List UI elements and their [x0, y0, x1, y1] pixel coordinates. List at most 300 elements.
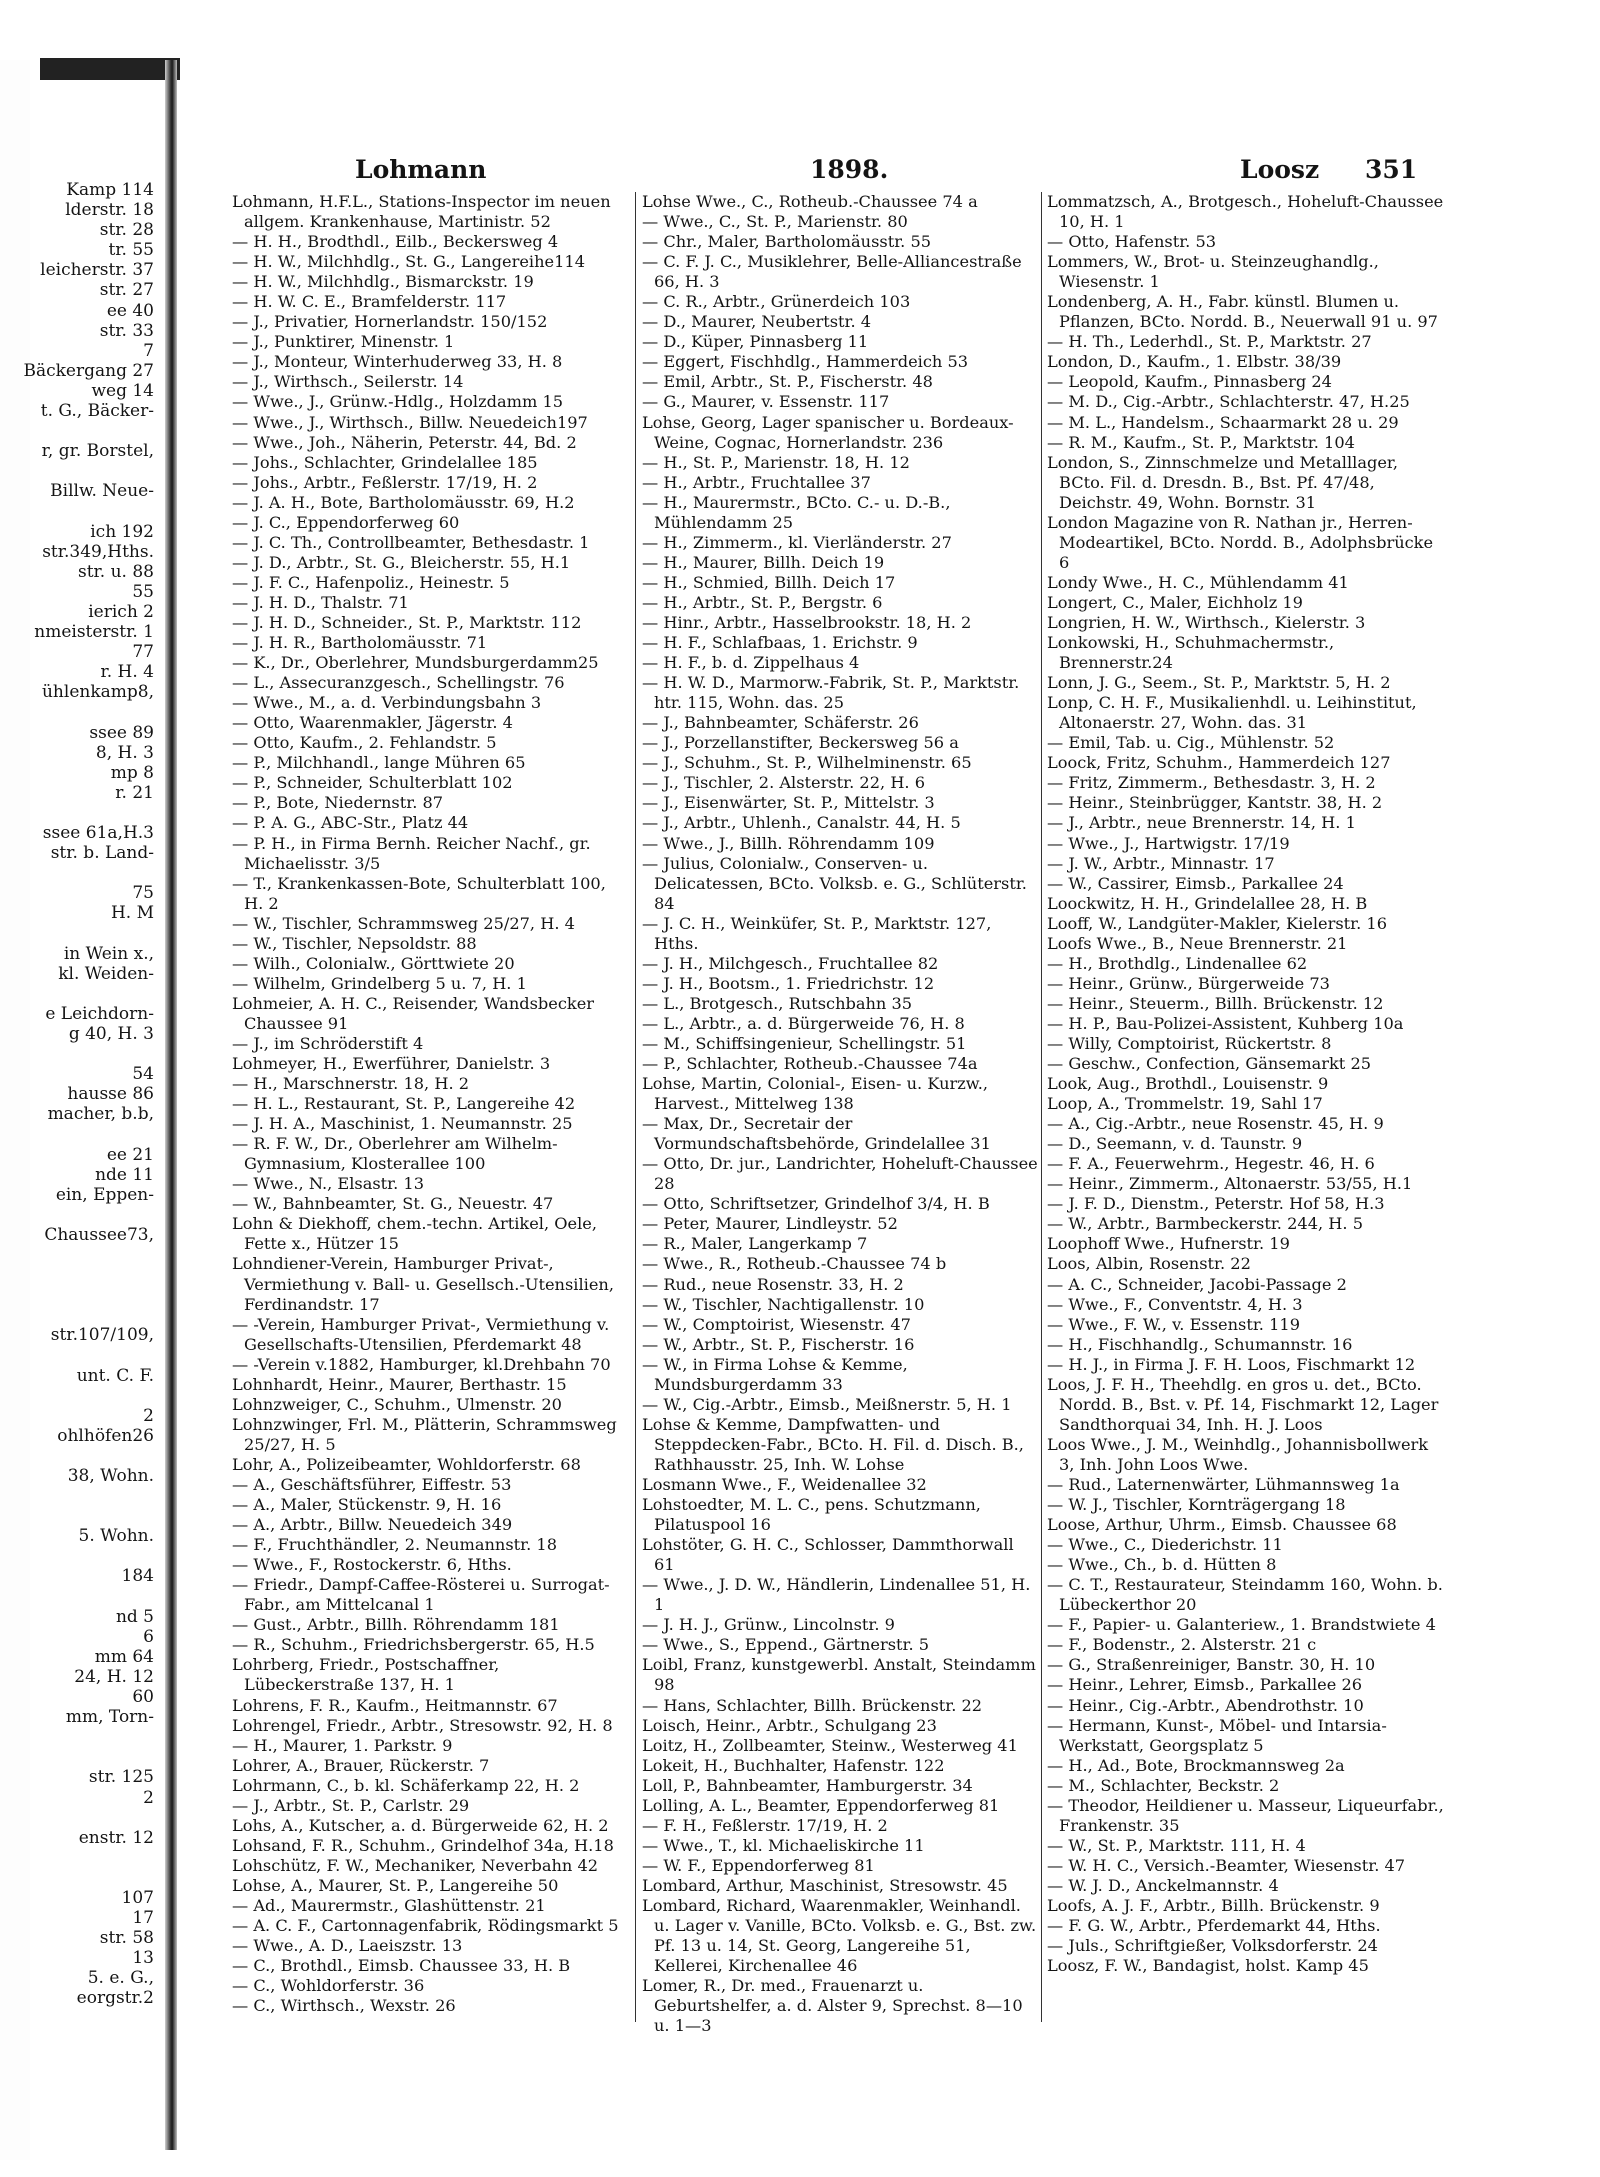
directory-entry: — P., Schneider, Schulterblatt 102 [232, 773, 513, 793]
fragment-line: tr. 55 [108, 240, 154, 261]
fragment-line: 17 [132, 1908, 154, 1929]
directory-entry: — Otto, Schriftsetzer, Grindelhof 3/4, H. B [642, 1194, 990, 1214]
fragment-line [0, 1446, 160, 1466]
directory-entry: Lohse, Martin, Colonial-, Eisen- u. Kurzw., Harvest., Mittelweg 138 [642, 1074, 988, 1114]
directory-entry: — Wwe., C., Diederichstr. 11 [1047, 1535, 1283, 1555]
directory-entry: — K., Dr., Oberlehrer, Mundsburgerdamm25 [232, 653, 599, 673]
header-year: 1898. [810, 155, 889, 184]
directory-entry: — Johs., Arbtr., Feßlerstr. 17/19, H. 2 [232, 472, 538, 492]
fragment-line: 6 [143, 1626, 154, 1647]
directory-entry: — W., Tischler, Nachtigallenstr. 10 [642, 1294, 925, 1314]
column-rule-2 [1041, 192, 1042, 2022]
directory-column-3 [1047, 192, 1447, 1976]
directory-entry: Lohrens, F. R., Kaufm., Heitmannstr. 67 [232, 1695, 558, 1715]
fragment-line [0, 1044, 160, 1064]
fragment-line: ssee 89 [89, 722, 154, 743]
directory-entry: — Wwe., J. D. W., Händlerin, Lindenallee 51, H. 1 [642, 1575, 1031, 1615]
directory-entry: — J. H., Bootsm., 1. Friedrichstr. 12 [642, 973, 935, 993]
fragment-line: in Wein x., [63, 943, 154, 964]
directory-column-1 [232, 192, 624, 2016]
fragment-line: 24, H. 12 [74, 1666, 154, 1687]
directory-entry: — P. H., in Firma Bernh. Reicher Nachf., gr. Michaelisstr. 3/5 [232, 833, 591, 873]
fragment-line: str. b. Land- [50, 843, 154, 864]
directory-entry: — H. W., Milchhdlg., St. G., Langereihe114 [232, 252, 586, 272]
directory-entry: — Fritz, Zimmerm., Bethesdastr. 3, H. 2 [1047, 773, 1376, 793]
directory-entry: — H., Maurermstr., BCto. C.- u. D.-B., Mühlendamm 25 [642, 492, 951, 532]
directory-entry: Loockwitz, H. H., Grindelallee 28, H. B [1047, 893, 1368, 913]
fragment-line: ich 192 [90, 521, 154, 542]
directory-entry: — H. W., Milchhdlg., Bismarckstr. 19 [232, 272, 534, 292]
directory-entry: — J., Wirthsch., Seilerstr. 14 [232, 372, 464, 392]
directory-entry: — P., Bote, Niedernstr. 87 [232, 793, 444, 813]
directory-entry: — J., Arbtr., St. P., Carlstr. 29 [232, 1795, 470, 1815]
directory-entry: — P., Schlachter, Rotheub.-Chaussee 74a [642, 1054, 978, 1074]
directory-entry: — L., Assecuranzgesch., Schellingstr. 76 [232, 673, 565, 693]
directory-entry: — Wwe., J., Billh. Röhrendamm 109 [642, 833, 935, 853]
directory-entry: — Max, Dr., Secretair der Vormundschaftsbehörde, Grindelallee 31 [642, 1114, 991, 1154]
directory-entry: Lohrer, A., Brauer, Rückerstr. 7 [232, 1755, 490, 1775]
directory-entry: — F. A., Feuerwehrm., Hegestr. 46, H. 6 [1047, 1154, 1375, 1174]
fragment-line: str. u. 88 [77, 561, 154, 582]
directory-entry: — J., im Schröderstift 4 [232, 1033, 424, 1053]
fragment-line [0, 1848, 160, 1868]
directory-entry: London, D., Kaufm., 1. Elbstr. 38/39 [1047, 352, 1342, 372]
directory-entry: — G., Maurer, v. Essenstr. 117 [642, 392, 890, 412]
directory-entry: — Wwe., C., St. P., Marienstr. 80 [642, 212, 908, 232]
directory-entry: — -Verein v.1882, Hamburger, kl.Drehbahn 70 [232, 1354, 611, 1374]
directory-entry: — Wilhelm, Grindelberg 5 u. 7, H. 1 [232, 973, 527, 993]
directory-entry: — Wwe., T., kl. Michaeliskirche 11 [642, 1835, 925, 1855]
directory-entry: — J. A. H., Bote, Bartholomäusstr. 69, H.2 [232, 492, 575, 512]
fragment-line: 55 [132, 581, 154, 602]
fragment-line: 2 [143, 1787, 154, 1808]
directory-entry: Lombard, Arthur, Maschinist, Stresowstr. 45 [642, 1875, 1008, 1895]
fragment-line [0, 923, 160, 943]
fragment-line: nde 11 [95, 1164, 154, 1185]
directory-entry: — H., St. P., Marienstr. 18, H. 12 [642, 452, 910, 472]
directory-entry: Loll, P., Bahnbeamter, Hamburgerstr. 34 [642, 1775, 973, 1795]
directory-entry: — W., Tischler, Nepsoldstr. 88 [232, 933, 477, 953]
directory-entry: Lonp, C. H. F., Musikalienhdl. u. Leihinstitut, Altonaerstr. 27, Wohn. das. 31 [1047, 693, 1417, 733]
directory-entry: — Wwe., J., Wirthsch., Billw. Neuedeich197 [232, 412, 588, 432]
directory-entry: Lommers, W., Brot- u. Steinzeughandlg., Wiesenstr. 1 [1047, 252, 1379, 292]
directory-entry: Lohn & Diekhoff, chem.-techn. Artikel, Oele, Fette x., Hützer 15 [232, 1214, 598, 1254]
directory-entry: Loop, A., Trommelstr. 19, Sahl 17 [1047, 1094, 1323, 1114]
directory-entry: — D., Küper, Pinnasberg 11 [642, 332, 869, 352]
directory-entry: — H. H., Brodthdl., Eilb., Beckersweg 4 [232, 232, 559, 252]
directory-entry: — Heinr., Lehrer, Eimsb., Parkallee 26 [1047, 1675, 1363, 1695]
directory-entry: — H. J., in Firma J. F. H. Loos, Fischmarkt 12 [1047, 1354, 1416, 1374]
directory-entry: — J., Tischler, 2. Alsterstr. 22, H. 6 [642, 773, 926, 793]
page-number: 351 [1365, 155, 1418, 184]
directory-entry: — J. C. H., Weinküfer, St. P., Marktstr. 127, Hths. [642, 913, 992, 953]
fragment-line [0, 502, 160, 522]
directory-entry: — Otto, Waarenmakler, Jägerstr. 4 [232, 713, 513, 733]
directory-entry: — J. H. D., Thalstr. 71 [232, 592, 409, 612]
directory-entry: — H. P., Bau-Polizei-Assistent, Kuhberg 10a [1047, 1013, 1404, 1033]
directory-entry: — H. L., Restaurant, St. P., Langereihe 42 [232, 1094, 576, 1114]
directory-entry: Lohse, A., Maurer, St. P., Langereihe 50 [232, 1875, 559, 1895]
directory-entry: Losmann Wwe., F., Weidenallee 32 [642, 1475, 927, 1494]
fragment-line: g 40, H. 3 [68, 1023, 154, 1044]
directory-entry: — H., Zimmerm., kl. Vierländerstr. 27 [642, 532, 952, 552]
directory-entry: — Otto, Dr. jur., Landrichter, Hoheluft-Chaussee 28 [642, 1154, 1038, 1194]
directory-entry: — W., St. P., Marktstr. 111, H. 4 [1047, 1835, 1306, 1855]
directory-entry: Lohs, A., Kutscher, a. d. Bürgerweide 62, H. 2 [232, 1815, 609, 1835]
directory-entry: London Magazine von R. Nathan jr., Herren-Modeartikel, BCto. Nordd. B., Adolphsbrücke 6 [1047, 512, 1434, 572]
directory-entry: — Emil, Tab. u. Cig., Mühlenstr. 52 [1047, 733, 1335, 753]
fragment-line [0, 1285, 160, 1305]
fragment-line: nd 5 [115, 1606, 154, 1627]
previous-page-fragment [0, 180, 160, 2009]
directory-entry: Loosz, F. W., Bandagist, holst. Kamp 45 [1047, 1956, 1369, 1976]
fragment-line: ierich 2 [88, 601, 154, 622]
fragment-line: ee 40 [106, 300, 154, 321]
directory-entry: Loose, Arthur, Uhrm., Eimsb. Chaussee 68 [1047, 1515, 1397, 1535]
directory-entry: — C. T., Restaurateur, Steindamm 160, Wohn. b. Lübeckerthor 20 [1047, 1575, 1443, 1615]
directory-entry: Lohr, A., Polizeibeamter, Wohldorferstr. 68 [232, 1454, 581, 1474]
directory-entry: Londy Wwe., H. C., Mühlendamm 41 [1047, 572, 1349, 592]
fragment-line: str. 33 [99, 320, 154, 341]
directory-entry: Lohmann, H.F.L., Stations-Inspector im neuen allgem. Krankenhause, Martinistr. 52 [232, 192, 611, 232]
fragment-line [0, 803, 160, 823]
fragment-line [0, 421, 160, 441]
fragment-line [0, 1265, 160, 1285]
directory-entry: — W., Tischler, Schrammsweg 25/27, H. 4 [232, 913, 575, 933]
directory-entry: — R., Maler, Langerkamp 7 [642, 1234, 868, 1254]
directory-entry: — Juls., Schriftgießer, Volksdorferstr. 24 [1047, 1936, 1378, 1956]
directory-entry: — J. F. C., Hafenpoliz., Heinestr. 5 [232, 572, 510, 592]
directory-column-2 [642, 192, 1038, 2036]
directory-entry: Lohnhardt, Heinr., Maurer, Berthastr. 15 [232, 1374, 567, 1394]
directory-entry: — Wwe., F., Conventstr. 4, H. 3 [1047, 1294, 1303, 1314]
directory-entry: Loofs Wwe., B., Neue Brennerstr. 21 [1047, 933, 1348, 953]
fragment-line: str. 28 [99, 220, 154, 241]
directory-entry: — D., Maurer, Neubertstr. 4 [642, 312, 872, 332]
directory-entry: — J., Schuhm., St. P., Wilhelminenstr. 65 [642, 753, 972, 773]
fragment-line [0, 984, 160, 1004]
directory-entry: — R., Schuhm., Friedrichsbergerstr. 65, H.5 [232, 1635, 595, 1655]
directory-entry: — W., Cig.-Arbtr., Eimsb., Meißnerstr. 5, H. 1 [642, 1394, 1012, 1414]
directory-entry: — Theodor, Heildiener u. Masseur, Liqueurfabr., Frankenstr. 35 [1047, 1795, 1444, 1835]
directory-entry: — H. Th., Lederhdl., St. P., Marktstr. 27 [1047, 332, 1372, 352]
directory-entry: Lokeit, H., Buchhalter, Hafenstr. 122 [642, 1755, 945, 1775]
directory-entry: — Rud., Laternenwärter, Lühmannsweg 1a [1047, 1475, 1400, 1494]
directory-entry: — C. R., Arbtr., Grünerdeich 103 [642, 292, 911, 312]
directory-entry: Look, Aug., Brothdl., Louisenstr. 9 [1047, 1074, 1329, 1094]
directory-entry: — C. F. J. C., Musiklehrer, Belle-Alliancestraße 66, H. 3 [642, 252, 1022, 292]
fragment-line: mp 8 [110, 762, 154, 783]
directory-entry: — W., Cassirer, Eimsb., Parkallee 24 [1047, 873, 1344, 893]
directory-entry: — J. C. Th., Controllbeamter, Bethesdastr. 1 [232, 532, 590, 552]
directory-entry: — H. F., b. d. Zippelhaus 4 [642, 653, 860, 673]
fragment-line: r, gr. Borstel, [41, 441, 154, 462]
directory-entry: — Heinr., Zimmerm., Altonaerstr. 53/55, H.1 [1047, 1174, 1413, 1194]
fragment-line: ssee 61a,H.3 [42, 823, 154, 843]
fragment-line: nmeisterstr. 1 [34, 622, 154, 643]
directory-entry: Lohrmann, C., b. kl. Schäferkamp 22, H. 2 [232, 1775, 580, 1795]
directory-entry: — Willy, Comptoirist, Rückertstr. 8 [1047, 1033, 1332, 1053]
fragment-line: eorgstr.2 [76, 1988, 154, 2009]
header-right-catchword: Loosz [1240, 155, 1320, 184]
directory-entry: Loos, Albin, Rosenstr. 22 [1047, 1254, 1251, 1274]
directory-entry: — J. H. A., Maschinist, 1. Neumannstr. 25 [232, 1114, 573, 1134]
directory-entry: Lohmeier, A. H. C., Reisender, Wandsbecker Chaussee 91 [232, 993, 595, 1033]
directory-entry: — M. L., Handelsm., Schaarmarkt 28 u. 29 [1047, 412, 1399, 432]
binding-shadow-top [40, 58, 180, 80]
fragment-line: e Leichdorn- [45, 1003, 154, 1024]
directory-entry: — H., Maurer, 1. Parkstr. 9 [232, 1735, 453, 1755]
directory-entry: — J., Bahnbeamter, Schäferstr. 26 [642, 713, 919, 733]
directory-entry: Looff, W., Landgüter-Makler, Kielerstr. 16 [1047, 913, 1388, 933]
directory-entry: — W. H. C., Versich.-Beamter, Wiesenstr. 47 [1047, 1855, 1406, 1875]
directory-entry: — A. C. F., Cartonnagenfabrik, Rödingsmarkt 5 [232, 1916, 619, 1936]
header-left-catchword: Lohmann [355, 155, 487, 184]
fragment-line: 107 [121, 1887, 154, 1908]
directory-entry: Lohse & Kemme, Dampfwatten- und Steppdecken-Fabr., BCto. H. Fil. d. Disch. B., Rathhausstr. 25, Inh. W. Lohse [642, 1414, 1024, 1474]
directory-entry: — D., Seemann, v. d. Taunstr. 9 [1047, 1134, 1303, 1154]
directory-entry: — Wwe., M., a. d. Verbindungsbahn 3 [232, 693, 542, 713]
directory-entry: — Wilh., Colonialw., Görttwiete 20 [232, 953, 515, 973]
directory-entry: — A., Maler, Stückenstr. 9, H. 16 [232, 1495, 502, 1515]
directory-entry: — Wwe., J., Hartwigstr. 17/19 [1047, 833, 1290, 853]
directory-entry: — Hinr., Arbtr., Hasselbrookstr. 18, H. 2 [642, 612, 972, 632]
directory-entry: — J., Arbtr., neue Brennerstr. 14, H. 1 [1047, 813, 1356, 833]
fragment-line [0, 461, 160, 481]
fragment-line: Bäckergang 27 [23, 360, 154, 381]
directory-entry: — Rud., neue Rosenstr. 33, H. 2 [642, 1274, 904, 1294]
directory-entry: Longert, C., Maler, Eichholz 19 [1047, 592, 1303, 612]
directory-entry: — Hans, Schlachter, Billh. Brückenstr. 22 [642, 1695, 983, 1715]
directory-entry: — W., in Firma Lohse & Kemme, Mundsburgerdamm 33 [642, 1354, 908, 1394]
directory-entry: — W. F., Eppendorferweg 81 [642, 1855, 875, 1875]
directory-entry: — R. M., Kaufm., St. P., Marktstr. 104 [1047, 432, 1355, 452]
directory-entry: — A. C., Schneider, Jacobi-Passage 2 [1047, 1274, 1347, 1294]
directory-entry: — Julius, Colonialw., Conserven- u. Delicatessen, BCto. Volksb. e. G., Schlüterstr. 84 [642, 853, 1027, 913]
directory-entry: Loibl, Franz, kunstgewerbl. Anstalt, Steindamm 98 [642, 1655, 1036, 1695]
page-gutter-shadow [165, 60, 177, 2150]
directory-entry: — P., Milchhandl., lange Mühren 65 [232, 753, 526, 773]
fragment-line: unt. C. F. [76, 1365, 154, 1386]
directory-entry: — Wwe., J., Grünw.-Hdlg., Holzdamm 15 [232, 392, 564, 412]
directory-entry: — -Verein, Hamburger Privat-, Vermiethung v. Gesellschafts-Utensilien, Pferdemarkt 48 [232, 1314, 610, 1354]
directory-entry: — Johs., Schlachter, Grindelallee 185 [232, 452, 538, 472]
directory-entry: — P. A. G., ABC-Str., Platz 44 [232, 813, 469, 833]
directory-entry: — F., Fruchthändler, 2. Neumannstr. 18 [232, 1535, 558, 1555]
directory-entry: — F. H., Feßlerstr. 17/19, H. 2 [642, 1815, 888, 1835]
directory-entry: — Otto, Hafenstr. 53 [1047, 232, 1217, 252]
directory-entry: — W., Arbtr., St. P., Fischerstr. 16 [642, 1334, 915, 1354]
fragment-line: r. H. 4 [100, 662, 154, 683]
directory-entry: — W., Comptoirist, Wiesenstr. 47 [642, 1314, 911, 1334]
directory-entry: — H., Maurer, Billh. Deich 19 [642, 552, 885, 572]
fragment-line: str. 27 [99, 280, 154, 301]
fragment-line [0, 1868, 160, 1888]
directory-entry: Lohndiener-Verein, Hamburger Privat-, Vermiethung v. Ball- u. Gesellsch.-Utensilien, Ferdinandstr. 17 [232, 1254, 614, 1314]
directory-entry: — Ad., Maurermstr., Glashüttenstr. 21 [232, 1895, 546, 1915]
directory-entry: — R. F. W., Dr., Oberlehrer am Wilhelm-Gymnasium, Klosterallee 100 [232, 1134, 558, 1174]
fragment-line [0, 1727, 160, 1747]
fragment-line [0, 1345, 160, 1365]
fragment-line: 2 [143, 1405, 154, 1426]
directory-entry: — Gust., Arbtr., Billh. Röhrendamm 181 [232, 1615, 560, 1635]
directory-entry: — T., Krankenkassen-Bote, Schulterblatt 100, H. 2 [232, 873, 606, 913]
fragment-line: macher, b.b, [47, 1104, 154, 1125]
fragment-line: str. 125 [88, 1767, 154, 1788]
directory-entry: — W. J., Tischler, Kornträgergang 18 [1047, 1495, 1346, 1515]
fragment-line: enstr. 12 [78, 1827, 154, 1848]
directory-entry: — Leopold, Kaufm., Pinnasberg 24 [1047, 372, 1332, 392]
directory-entry: — Chr., Maler, Bartholomäusstr. 55 [642, 232, 932, 252]
fragment-line [0, 1486, 160, 1506]
directory-entry: — J., Monteur, Winterhuderweg 33, H. 8 [232, 352, 563, 372]
directory-entry: London, S., Zinnschmelze und Metalllager, BCto. Fil. d. Dresdn. B., Bst. Pf. 47/48, Deichstr. 49, Wohn. Bornstr. 31 [1047, 452, 1399, 512]
fragment-line [0, 1124, 160, 1144]
fragment-line: 75 [132, 883, 154, 904]
fragment-line: weg 14 [91, 380, 154, 401]
directory-entry: — H. W. D., Marmorw.-Fabrik, St. P., Marktstr. htr. 115, Wohn. das. 25 [642, 673, 1020, 713]
directory-entry: — Peter, Maurer, Lindleystr. 52 [642, 1214, 898, 1234]
fragment-line [0, 863, 160, 883]
fragment-line: Kamp 114 [66, 180, 154, 200]
directory-entry: — H. W. C. E., Bramfelderstr. 117 [232, 292, 507, 312]
directory-entry: Loophoff Wwe., Hufnerstr. 19 [1047, 1234, 1290, 1254]
directory-entry: — J., Porzellanstifter, Beckersweg 56 a [642, 733, 959, 753]
fragment-line: 13 [132, 1948, 154, 1969]
fragment-line: mm, Torn- [65, 1707, 154, 1728]
fragment-line: 7 [143, 340, 154, 361]
fragment-line [0, 1386, 160, 1406]
fragment-line: mm 64 [94, 1646, 154, 1667]
directory-entry: — J. H. D., Schneider., St. P., Marktstr. 112 [232, 612, 582, 632]
directory-entry: — Wwe., R., Rotheub.-Chaussee 74 b [642, 1254, 947, 1274]
fragment-line [0, 1305, 160, 1325]
directory-entry: Lonkowski, H., Schuhmachermstr., Brennerstr.24 [1047, 633, 1335, 673]
directory-entry: — A., Geschäftsführer, Eiffestr. 53 [232, 1475, 512, 1494]
directory-entry: — Wwe., F., Rostockerstr. 6, Hths. [232, 1555, 512, 1575]
directory-entry: Lomer, R., Dr. med., Frauenarzt u. Geburtshelfer, a. d. Alster 9, Sprechst. 8—10 u. 1—3 [642, 1976, 1023, 2036]
directory-entry: Lombard, Richard, Waarenmakler, Weinhandl. u. Lager v. Vanille, BCto. Volksb. e. G., Bst. zw. Pf. 13 u. 14, St. Georg, Langereihe 51, Kellerei, Kirchenallee 46 [642, 1895, 1037, 1976]
directory-entry: Loisch, Heinr., Arbtr., Schulgang 23 [642, 1715, 937, 1735]
fragment-line [0, 702, 160, 722]
fragment-line: ühlenkamp8, [41, 682, 154, 703]
directory-entry: — H., Brothdlg., Lindenallee 62 [1047, 953, 1308, 973]
directory-entry: Lonn, J. G., Seem., St. P., Marktstr. 5, H. 2 [1047, 673, 1391, 693]
directory-entry: Loock, Fritz, Schuhm., Hammerdeich 127 [1047, 753, 1391, 773]
directory-entry: — W., Bahnbeamter, St. G., Neuestr. 47 [232, 1194, 554, 1214]
fragment-line: t. G., Bäcker- [40, 401, 154, 422]
directory-entry: — H., Arbtr., St. P., Bergstr. 6 [642, 592, 883, 612]
directory-entry: — Wwe., S., Eppend., Gärtnerstr. 5 [642, 1635, 930, 1655]
fragment-line [0, 1205, 160, 1225]
fragment-line: 8, H. 3 [95, 742, 154, 763]
fragment-line [0, 1546, 160, 1566]
running-header [230, 155, 1440, 195]
column-rule-1 [635, 192, 636, 2022]
directory-entry: Lohrberg, Friedr., Postschaffner, Lübeckerstraße 137, H. 1 [232, 1655, 500, 1695]
directory-entry: Loitz, H., Zollbeamter, Steinw., Westerweg 41 [642, 1735, 1018, 1755]
directory-entry: — C., Wirthsch., Wexstr. 26 [232, 1996, 456, 2016]
directory-entry: Lohsand, F. R., Schuhm., Grindelhof 34a, H.18 [232, 1835, 614, 1855]
directory-entry: Lohstöter, G. H. C., Schlosser, Dammthorwall 61 [642, 1535, 1014, 1575]
fragment-line: str.349,Hths. [42, 541, 154, 562]
fragment-line: str. 58 [99, 1928, 154, 1949]
directory-entry: — J. F. D., Dienstm., Peterstr. Hof 58, H.3 [1047, 1194, 1385, 1214]
directory-entry: — Heinr., Grünw., Bürgerweide 73 [1047, 973, 1330, 993]
directory-entry: — C., Brothdl., Eimsb. Chaussee 33, H. B [232, 1956, 571, 1976]
directory-entry: — Wwe., F. W., v. Essenstr. 119 [1047, 1314, 1300, 1334]
fragment-line: ee 21 [106, 1144, 154, 1165]
directory-entry: — W. J. D., Anckelmannstr. 4 [1047, 1875, 1279, 1895]
directory-entry: — Heinr., Steuerm., Billh. Brückenstr. 12 [1047, 993, 1384, 1013]
directory-entry: — H., Ad., Bote, Brockmannsweg 2a [1047, 1755, 1345, 1775]
directory-entry: — Wwe., N., Elsastr. 13 [232, 1174, 425, 1194]
fragment-line: 5. Wohn. [78, 1526, 154, 1547]
directory-entry: — J., Arbtr., Uhlenh., Canalstr. 44, H. 5 [642, 813, 961, 833]
directory-entry: Loos Wwe., J. M., Weinhdlg., Johannisbollwerk 3, Inh. John Loos Wwe. [1047, 1434, 1429, 1474]
directory-entry: — H., Marschnerstr. 18, H. 2 [232, 1074, 470, 1094]
directory-entry: — C., Wohldorferstr. 36 [232, 1976, 425, 1996]
directory-entry: — J. W., Arbtr., Minnastr. 17 [1047, 853, 1275, 873]
directory-entry: Longrien, H. W., Wirthsch., Kielerstr. 3 [1047, 612, 1366, 632]
directory-entry: — Emil, Arbtr., St. P., Fischerstr. 48 [642, 372, 933, 392]
directory-entry: — L., Arbtr., a. d. Bürgerweide 76, H. 8 [642, 1013, 965, 1033]
directory-entry: Lohse Wwe., C., Rotheub.-Chaussee 74 a [642, 192, 978, 211]
directory-entry: — J. D., Arbtr., St. G., Bleicherstr. 55, H.1 [232, 552, 571, 572]
fragment-line: str.107/109, [50, 1325, 154, 1346]
fragment-line: leicherstr. 37 [40, 260, 154, 281]
fragment-line: 54 [132, 1064, 154, 1085]
directory-entry: — J. H., Milchgesch., Fruchtallee 82 [642, 953, 939, 973]
fragment-line: ohlhöfen26 [57, 1425, 154, 1446]
directory-entry: — J., Punktirer, Minenstr. 1 [232, 332, 455, 352]
directory-entry: — F., Bodenstr., 2. Alsterstr. 21 c [1047, 1635, 1317, 1655]
directory-entry: — Wwe., Joh., Näherin, Peterstr. 44, Bd. 2 [232, 432, 577, 452]
directory-entry: Lohnzwinger, Frl. M., Plätterin, Schrammsweg 25/27, H. 5 [232, 1414, 617, 1454]
fragment-line: 184 [121, 1566, 154, 1587]
fragment-line: H. M [110, 903, 154, 924]
directory-entry: Lohstoedter, M. L. C., pens. Schutzmann, Pilatuspool 16 [642, 1495, 981, 1535]
directory-entry: — Otto, Kaufm., 2. Fehlandstr. 5 [232, 733, 497, 753]
directory-entry: — Heinr., Steinbrügger, Kantstr. 38, H. 2 [1047, 793, 1383, 813]
directory-entry: Lohschütz, F. W., Mechaniker, Neverbahn 42 [232, 1855, 599, 1875]
directory-entry: — M. D., Cig.-Arbtr., Schlachterstr. 47, H.25 [1047, 392, 1410, 412]
directory-entry: — G., Straßenreiniger, Banstr. 30, H. 10 [1047, 1655, 1376, 1675]
fragment-line [0, 1506, 160, 1526]
directory-entry: — H., Arbtr., Fruchtallee 37 [642, 472, 871, 492]
fragment-line: lderstr. 18 [65, 200, 154, 221]
directory-entry: — M., Schiffsingenieur, Schellingstr. 51 [642, 1033, 967, 1053]
directory-entry: — Heinr., Cig.-Arbtr., Abendrothstr. 10 [1047, 1695, 1364, 1715]
directory-entry: — J., Privatier, Hornerlandstr. 150/152 [232, 312, 548, 332]
directory-entry: Lohse, Georg, Lager spanischer u. Bordeaux-Weine, Cognac, Hornerlandstr. 236 [642, 412, 1014, 452]
directory-entry: Lohrengel, Friedr., Arbtr., Stresowstr. 92, H. 8 [232, 1715, 613, 1735]
directory-entry: Lohnzweiger, C., Schuhm., Ulmenstr. 20 [232, 1394, 562, 1414]
directory-entry: — Eggert, Fischhdlg., Hammerdeich 53 [642, 352, 969, 372]
directory-entry: — A., Cig.-Arbtr., neue Rosenstr. 45, H. 9 [1047, 1114, 1384, 1134]
directory-entry: Loofs, A. J. F., Arbtr., Billh. Brückenstr. 9 [1047, 1895, 1380, 1915]
directory-entry: — Wwe., A. D., Laeiszstr. 13 [232, 1936, 463, 1956]
directory-entry: — J., Eisenwärter, St. P., Mittelstr. 3 [642, 793, 935, 813]
fragment-line: 60 [132, 1687, 154, 1708]
directory-entry: — A., Arbtr., Billw. Neuedeich 349 [232, 1515, 513, 1535]
fragment-line: 5. e. G., [87, 1968, 154, 1989]
directory-entry: — Hermann, Kunst-, Möbel- und Intarsia-Werkstatt, Georgsplatz 5 [1047, 1715, 1387, 1755]
fragment-line [0, 1245, 160, 1265]
directory-entry: — H., Fischhandlg., Schumannstr. 16 [1047, 1334, 1353, 1354]
directory-entry: — L., Brotgesch., Rutschbahn 35 [642, 993, 913, 1013]
directory-entry: — J. H. J., Grünw., Lincolnstr. 9 [642, 1615, 895, 1635]
